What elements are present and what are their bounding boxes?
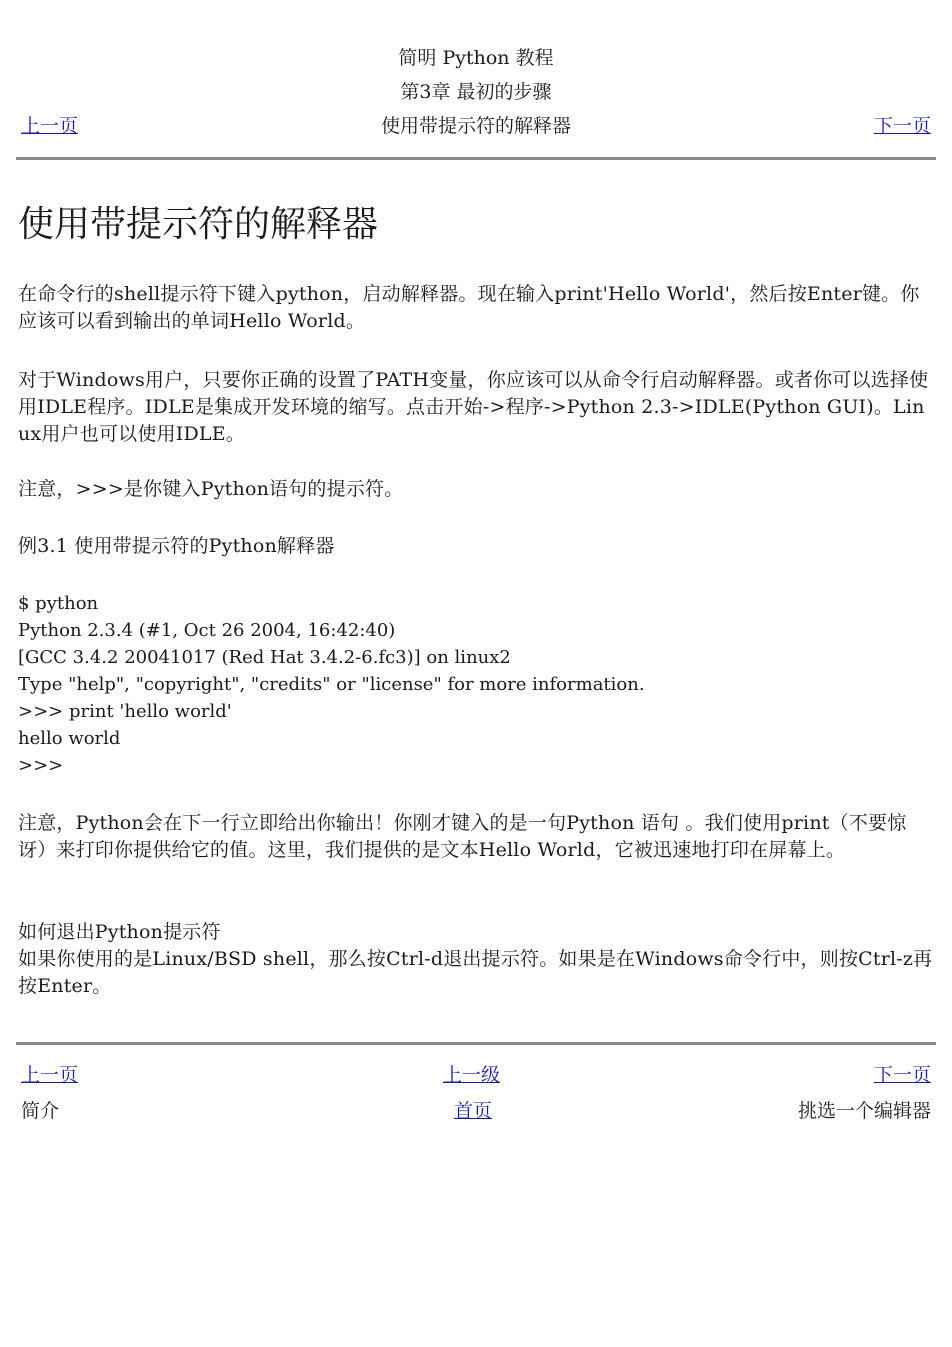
exit-heading: 如何退出Python提示符 [18, 921, 221, 943]
section-title: 使用带提示符的解释器 [380, 115, 571, 137]
footer-prev-link[interactable]: 上一页 [21, 1064, 79, 1086]
code-example [18, 590, 934, 779]
header-next-link[interactable]: 下一页 [873, 115, 931, 137]
header-prev-link[interactable]: 上一页 [21, 115, 79, 137]
code-line: Python 2.3.4 (#1, Oct 26 2004, 16:42:40) [18, 620, 396, 641]
footer-divider [16, 1042, 936, 1045]
prompt-note: 注意，>>>是你键入Python语句的提示符。 [18, 478, 404, 500]
page-title: 使用带提示符的解释器 [18, 204, 379, 245]
code-line: Type "help", "copyright", "credits" or "license" for more information. [18, 674, 645, 695]
code-line: >>> print 'hello world' [18, 701, 232, 722]
footer-next-title: 挑选一个编辑器 [797, 1100, 931, 1122]
windows-paragraph: 对于Windows用户，只要你正确的设置了PATH变量，你应该可以从命令行启动解释器。或者你可以选择使用IDLE程序。IDLE是集成开发环境的缩写。点击开始->程序->Python 2.3->IDLE(Python GUI)。Linux用户也可以使用IDLE。 [18, 369, 929, 445]
chapter-title: 第3章 最初的步骤 [400, 81, 552, 103]
example-caption: 例3.1 使用带提示符的Python解释器 [18, 535, 335, 557]
footer-next-link[interactable]: 下一页 [873, 1064, 931, 1086]
output-note: 注意，Python会在下一行立即给出你输出！你刚才键入的是一句Python 语句 。我们使用print（不要惊讶）来打印你提供给它的值。这里，我们提供的是文本Hello World，它被迅速地打印在屏幕上。 [18, 812, 907, 861]
code-line: hello world [18, 728, 121, 749]
footer-up-link[interactable]: 上一级 [443, 1064, 501, 1086]
exit-paragraph: 如果你使用的是Linux/BSD shell，那么按Ctrl-d退出提示符。如果是在Windows命令行中，则按Ctrl-z再按Enter。 [18, 948, 933, 997]
footer-home-link[interactable]: 首页 [454, 1100, 493, 1122]
footer-prev-title: 简介 [21, 1100, 60, 1122]
intro-paragraph: 在命令行的shell提示符下键入python，启动解释器。现在输入print'Hello World'，然后按Enter键。你应该可以看到输出的单词Hello World。 [18, 283, 920, 332]
code-line: [GCC 3.4.2 20041017 (Red Hat 3.4.2-6.fc3)] on linux2 [18, 647, 511, 668]
code-line: >>> [18, 755, 64, 776]
header-divider [16, 157, 936, 160]
code-line: $ python [18, 593, 99, 614]
book-title: 简明 Python 教程 [398, 47, 554, 69]
